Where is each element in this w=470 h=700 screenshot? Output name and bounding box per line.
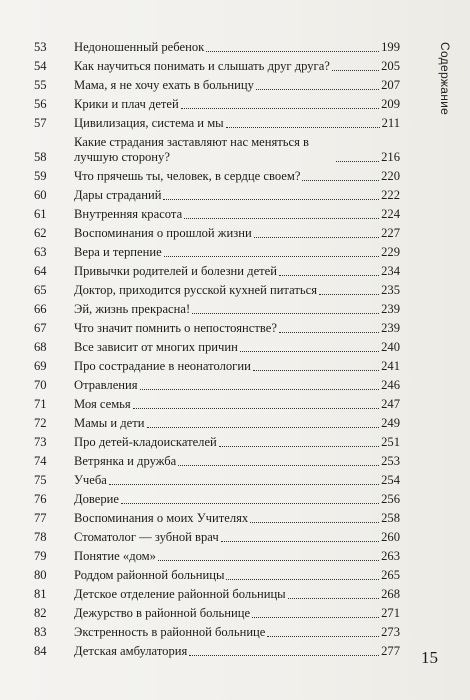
toc-entry-body <box>74 568 400 583</box>
toc-entry-body <box>74 245 400 260</box>
dot-leader <box>140 388 380 390</box>
toc-entry-number: 84 <box>34 644 47 658</box>
dot-leader <box>226 126 380 128</box>
dot-leader <box>181 107 379 109</box>
toc-entry <box>34 568 400 583</box>
toc-entry-page: 229 <box>381 245 400 259</box>
toc-entry <box>34 530 400 545</box>
dot-leader <box>147 426 380 428</box>
toc-entry-body <box>74 606 400 621</box>
dot-leader <box>133 407 379 409</box>
toc-entry-body <box>74 473 400 488</box>
toc-entry-page: 273 <box>381 625 400 639</box>
toc-entry-title: Роддом районной больницы <box>74 568 225 582</box>
dot-leader <box>178 464 379 466</box>
toc-entry-title: Детское отделение районной больницы <box>74 587 286 601</box>
dot-leader <box>189 654 379 656</box>
dot-leader <box>163 198 379 200</box>
dot-leader <box>267 635 379 637</box>
toc-entry-title: Про сострадание в неонатологии <box>74 359 251 373</box>
toc-entry-page: 235 <box>381 283 400 297</box>
toc-entry <box>34 97 400 112</box>
toc-entry-title: Внутренняя красота <box>74 207 183 221</box>
dot-leader <box>226 578 379 580</box>
toc-entry <box>34 135 400 165</box>
toc-entry-number: 66 <box>34 302 47 316</box>
toc-entry <box>34 226 400 241</box>
toc-entry-title: Доверие <box>74 492 119 506</box>
toc-entry-title: Дары страданий <box>74 188 162 202</box>
toc-entry-title: Моя семья <box>74 397 131 411</box>
toc-entry-body <box>74 302 400 317</box>
dot-leader <box>109 483 379 485</box>
toc-entry-title: Про детей-кладоискателей <box>74 435 217 449</box>
toc-entry-number: 55 <box>34 78 47 92</box>
toc-entry-title: Воспоминания о моих Учителях <box>74 511 249 525</box>
dot-leader <box>121 502 379 504</box>
page-number: 15 <box>421 648 438 667</box>
toc-entry-page: 239 <box>381 302 400 316</box>
toc-entry-page: 277 <box>381 644 400 658</box>
toc-entry-number: 59 <box>34 169 47 183</box>
toc-entry-body <box>74 264 400 279</box>
toc-entry-page: 249 <box>381 416 400 430</box>
toc-entry-body <box>74 359 400 374</box>
dot-leader <box>279 331 379 333</box>
toc-entry-number: 54 <box>34 59 47 73</box>
dot-leader <box>302 179 379 181</box>
toc-entry-number: 53 <box>34 40 47 54</box>
toc-entry-body <box>74 226 400 241</box>
toc-entry <box>34 454 400 469</box>
toc-entry-title: Цивилизация, система и мы <box>74 116 224 130</box>
toc-entry-number: 67 <box>34 321 47 335</box>
dot-leader <box>221 540 379 542</box>
toc-entry-page: 263 <box>381 549 400 563</box>
dot-leader <box>184 217 379 219</box>
toc-entry-title: Недоношенный ребенок <box>74 40 205 54</box>
toc-entry-number: 61 <box>34 207 47 221</box>
toc-entry-title: Детская амбулатория <box>74 644 188 658</box>
dot-leader <box>254 236 379 238</box>
toc-entry-body <box>74 321 400 336</box>
toc-entry-body <box>74 97 400 112</box>
toc-entry-page: 239 <box>381 321 400 335</box>
toc-entry-title: Экстренность в районной больнице <box>74 625 266 639</box>
toc-entry-page: 209 <box>381 97 400 111</box>
toc-entry <box>34 549 400 564</box>
toc-entry-body <box>74 135 400 165</box>
toc-entry-page: 205 <box>381 59 400 73</box>
toc-entry-number: 57 <box>34 116 47 130</box>
toc-entry-title: Понятие «дом» <box>74 549 156 563</box>
toc-entry-page: 199 <box>381 40 400 54</box>
toc-entry-title: Как научиться понимать и слышать друг друга? <box>74 59 330 73</box>
toc-entry-body <box>74 59 400 74</box>
toc-entry-page: 253 <box>381 454 400 468</box>
toc-entry-number: 62 <box>34 226 47 240</box>
toc-entry-body <box>74 169 400 184</box>
toc-entry-page: 258 <box>381 511 400 525</box>
toc-entry-title: Мама, я не хочу ехать в больницу <box>74 78 254 92</box>
toc-entry-number: 58 <box>34 150 47 164</box>
toc-entry <box>34 359 400 374</box>
toc-entry <box>34 644 400 659</box>
toc-entry-page: 254 <box>381 473 400 487</box>
toc-entry-page: 227 <box>381 226 400 240</box>
toc-entry-body <box>74 340 400 355</box>
dot-leader <box>332 69 379 71</box>
toc-entry-number: 81 <box>34 587 47 601</box>
dot-leader <box>206 50 379 52</box>
toc-entry <box>34 473 400 488</box>
toc-entry <box>34 397 400 412</box>
toc-entry-page: 256 <box>381 492 400 506</box>
toc-entry <box>34 435 400 450</box>
toc-entry-body <box>74 587 400 602</box>
toc-entry-title: Ветрянка и дружба <box>74 454 177 468</box>
toc-entry-title: Какие страдания заставляют нас меняться в лучшую сторону? <box>74 135 310 164</box>
toc-entry-page: 268 <box>381 587 400 601</box>
toc-entry-number: 73 <box>34 435 47 449</box>
toc-entry <box>34 283 400 298</box>
toc-entry-body <box>74 454 400 469</box>
toc-entry-body <box>74 492 400 507</box>
toc-entry-title: Эй, жизнь прекрасна! <box>74 302 191 316</box>
toc-entry-number: 77 <box>34 511 47 525</box>
toc-entry-title: Что значит помнить о непостоянстве? <box>74 321 277 335</box>
table-of-contents <box>34 40 400 659</box>
toc-entry-page: 265 <box>381 568 400 582</box>
toc-entry-number: 78 <box>34 530 47 544</box>
dot-leader <box>319 293 379 295</box>
dot-leader <box>256 88 379 90</box>
toc-entry <box>34 188 400 203</box>
toc-entry-body <box>74 116 400 131</box>
dot-leader <box>192 312 379 314</box>
toc-entry <box>34 245 400 260</box>
toc-entry-title: Отравления <box>74 378 138 392</box>
toc-entry-page: 271 <box>381 606 400 620</box>
toc-entry <box>34 492 400 507</box>
toc-entry-body <box>74 416 400 431</box>
toc-entry-number: 74 <box>34 454 47 468</box>
toc-entry-body <box>74 188 400 203</box>
toc-entry-number: 60 <box>34 188 47 202</box>
toc-entry <box>34 78 400 93</box>
toc-entry-title: Учеба <box>74 473 107 487</box>
toc-entry-number: 65 <box>34 283 47 297</box>
toc-entry-title: Мамы и дети <box>74 416 145 430</box>
toc-entry-number: 71 <box>34 397 47 411</box>
toc-entry-title: Что прячешь ты, человек, в сердце своем? <box>74 169 301 183</box>
toc-entry-title: Доктор, приходится русской кухней питаться <box>74 283 317 297</box>
toc-entry-title: Крики и плач детей <box>74 97 179 111</box>
toc-entry-title: Все зависит от многих причин <box>74 340 238 354</box>
dot-leader <box>252 616 379 618</box>
toc-entry-page: 220 <box>381 169 400 183</box>
toc-entry <box>34 378 400 393</box>
dot-leader <box>240 350 379 352</box>
toc-entry <box>34 302 400 317</box>
toc-entry-number: 64 <box>34 264 47 278</box>
toc-entry-number: 75 <box>34 473 47 487</box>
toc-entry-title: Стоматолог — зубной врач <box>74 530 219 544</box>
toc-entry-page: 241 <box>381 359 400 373</box>
toc-entry-body <box>74 283 400 298</box>
toc-entry <box>34 116 400 131</box>
dot-leader <box>158 559 379 561</box>
toc-entry-page: 216 <box>381 150 400 164</box>
toc-entry-number: 63 <box>34 245 47 259</box>
toc-entry-body <box>74 435 400 450</box>
toc-entry <box>34 587 400 602</box>
toc-entry-number: 68 <box>34 340 47 354</box>
toc-entry <box>34 340 400 355</box>
toc-entry-title: Дежурство в районной больнице <box>74 606 251 620</box>
toc-entry <box>34 511 400 526</box>
running-head: Содержание <box>438 42 452 116</box>
toc-entry-body <box>74 397 400 412</box>
toc-entry-page: 234 <box>381 264 400 278</box>
dot-leader <box>219 445 379 447</box>
toc-entry <box>34 40 400 55</box>
toc-entry-body <box>74 40 400 55</box>
toc-entry-page: 260 <box>381 530 400 544</box>
toc-entry-page: 240 <box>381 340 400 354</box>
toc-entry-number: 80 <box>34 568 47 582</box>
toc-entry-page: 247 <box>381 397 400 411</box>
toc-entry <box>34 169 400 184</box>
toc-entry-title: Привычки родителей и болезни детей <box>74 264 278 278</box>
toc-entry <box>34 416 400 431</box>
toc-entry-page: 224 <box>381 207 400 221</box>
toc-entry-title: Вера и терпение <box>74 245 162 259</box>
toc-entry-body <box>74 378 400 393</box>
toc-entry-title: Воспоминания о прошлой жизни <box>74 226 252 240</box>
toc-entry-number: 72 <box>34 416 47 430</box>
toc-entry-number: 82 <box>34 606 47 620</box>
toc-entry-number: 79 <box>34 549 47 563</box>
dot-leader <box>279 274 379 276</box>
toc-entry-number: 76 <box>34 492 47 506</box>
toc-entry-body <box>74 511 400 526</box>
toc-entry-body <box>74 530 400 545</box>
toc-entry-body <box>74 625 400 640</box>
toc-entry <box>34 59 400 74</box>
dot-leader <box>250 521 379 523</box>
toc-entry-number: 70 <box>34 378 47 392</box>
toc-entry-body <box>74 549 400 564</box>
dot-leader <box>253 369 379 371</box>
toc-entry <box>34 606 400 621</box>
toc-entry <box>34 321 400 336</box>
toc-entry <box>34 264 400 279</box>
dot-leader <box>288 597 379 599</box>
toc-entry-number: 83 <box>34 625 47 639</box>
toc-entry-page: 246 <box>381 378 400 392</box>
toc-entry <box>34 625 400 640</box>
toc-entry-page: 211 <box>381 116 400 130</box>
toc-entry-body <box>74 207 400 222</box>
toc-entry-body <box>74 644 400 659</box>
toc-entry-page: 251 <box>381 435 400 449</box>
toc-entry-page: 207 <box>381 78 400 92</box>
toc-entry <box>34 207 400 222</box>
toc-entry-page: 222 <box>381 188 400 202</box>
dot-leader <box>164 255 379 257</box>
toc-entry-number: 69 <box>34 359 47 373</box>
toc-entry-body <box>74 78 400 93</box>
dot-leader <box>336 160 379 162</box>
toc-entry-number: 56 <box>34 97 47 111</box>
